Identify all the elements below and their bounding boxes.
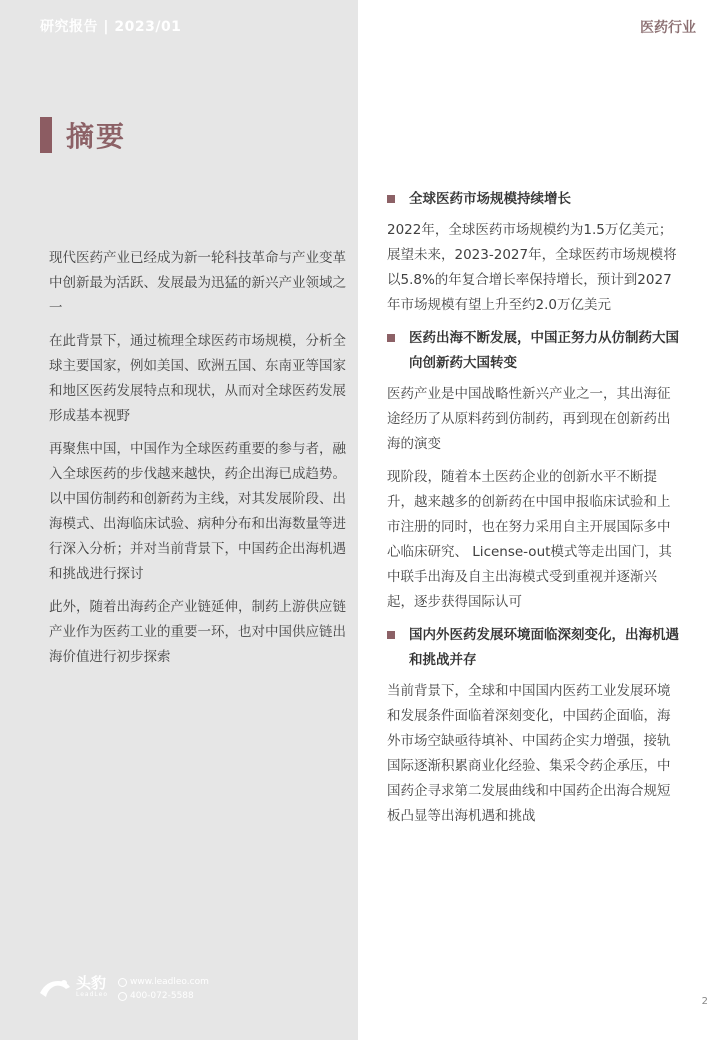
logo-name-en: LeadLeo (76, 990, 109, 998)
right-column (387, 187, 679, 837)
industry-label: 医药行业 (640, 20, 696, 36)
paragraph: 2022年，全球医药市场规模约为1.5万亿美元；展望未来，2023-2027年，全球医药市场规模将以5.8%的年复合增长率保持增长，预计到2027年市场规模有望上升至约2.0万亿美元 (387, 222, 677, 313)
section-heading (387, 326, 679, 376)
report-header: 研究报告 | 2023/01 (40, 19, 182, 35)
web-icon (118, 978, 127, 987)
section-heading (387, 623, 679, 673)
logo-name-cn: 头豹 (76, 973, 107, 992)
section-heading (387, 187, 679, 212)
square-bullet-icon (387, 631, 395, 639)
paragraph: 当前背景下，全球和中国国内医药工业发展环境和发展条件面临着深刻变化，中国药企面临，海外市场空缺亟待填补、中国药企实力增强，接轨国际逐渐积累商业化经验、集采令药企承压，中国药企寻求第二发展曲线和中国药企出海合规短板凸显等出海机遇和挑战 (387, 683, 671, 824)
square-bullet-icon (387, 195, 395, 203)
leopard-logo-icon (38, 973, 72, 999)
paragraph: 再聚焦中国，中国作为全球医药重要的参与者，融入全球医药的步伐越来越快，药企出海已成趋势。以中国仿制药和创新药为主线，对其发展阶段、出海模式、出海临床试验、病种分布和出海数量等进行深入分析；并对当前背景下，中国药企出海机遇和挑战进行探讨 (49, 441, 346, 582)
square-bullet-icon (387, 334, 395, 342)
page-title: 摘要 (66, 120, 127, 153)
paragraph: 医药产业是中国战略性新兴产业之一，其出海征途经历了从原料药到仿制药，再到现在创新药出海的演变 (387, 386, 671, 452)
paragraph: 此外，随着出海药企产业链延伸，制药上游供应链产业作为医药工业的重要一环，也对中国供应链出海价值进行初步探索 (49, 599, 346, 665)
page-title-block (40, 116, 126, 154)
paragraph: 现阶段，随着本土医药企业的创新水平不断提升，越来越多的创新药在中国申报临床试验和上市注册的同时，也在努力采用自主开展国际多中心临床研究、 License-out模式等走出国门，其中联手出海及自主出海模式受到重视并逐渐兴起，逐步获得国际认可 (387, 469, 672, 610)
footer-contact (118, 975, 209, 1003)
paragraph: 现代医药产业已经成为新一轮科技革命与产业变革中创新最为活跃、发展最为迅猛的新兴产业领域之一 (49, 250, 346, 316)
phone-number: 400-072-5588 (130, 991, 194, 1001)
title-accent-bar (40, 117, 52, 153)
phone-row (118, 989, 209, 1003)
leadleo-logo (38, 973, 108, 999)
phone-icon (118, 992, 127, 1001)
page-number: 2 (701, 996, 708, 1007)
website-link[interactable]: www.leadleo.com (130, 977, 209, 987)
section-heading-text: 国内外医药发展环境面临深刻变化，出海机遇和挑战并存 (409, 627, 679, 668)
section-heading-text: 医药出海不断发展，中国正努力从仿制药大国向创新药大国转变 (409, 330, 679, 371)
paragraph: 在此背景下，通过梳理全球医药市场规模，分析全球主要国家，例如美国、欧洲五国、东南亚等国家和地区医药发展特点和现状，从而对全球医药发展形成基本视野 (49, 333, 346, 424)
website-row (118, 975, 209, 989)
left-body-text (49, 246, 349, 678)
section-heading-text: 全球医药市场规模持续增长 (409, 191, 571, 207)
